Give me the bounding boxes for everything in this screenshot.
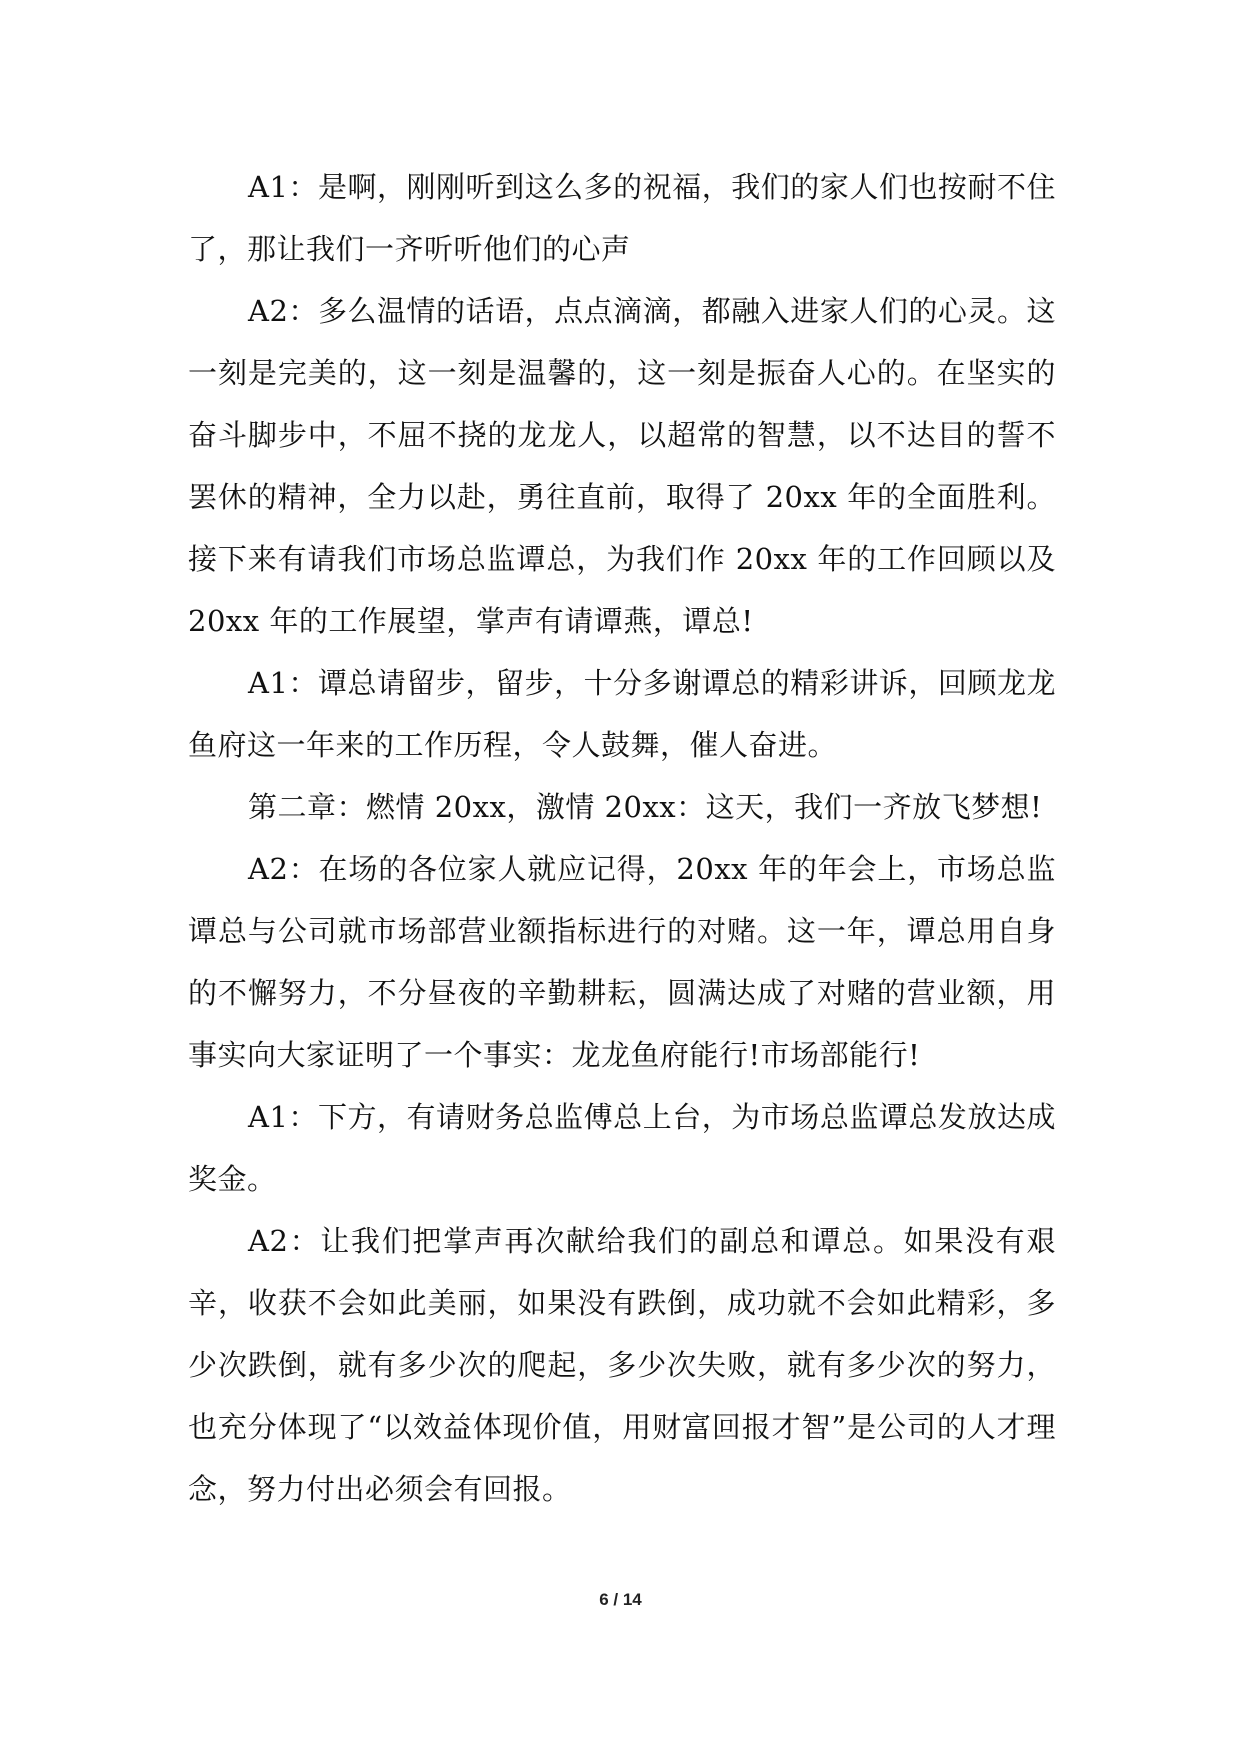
paragraph: A1：谭总请留步，留步，十分多谢谭总的精彩讲诉，回顾龙龙鱼府这一年来的工作历程，令人鼓舞，催人奋进。 bbox=[188, 666, 1056, 762]
paragraph: A2：在场的各位家人就应记得，20xx 年的年会上，市场总监谭总与公司就市场部营业额指标进行的对赌。这一年，谭总用自身的不懈努力，不分昼夜的辛勤耕耘，圆满达成了对赌的营业额，用事实向大家证明了一个事实：龙龙鱼府能行!市场部能行! bbox=[188, 852, 1056, 1072]
page-number: 6 / 14 bbox=[599, 1590, 642, 1609]
body-text bbox=[188, 156, 1056, 1520]
paragraph: A2：多么温情的话语，点点滴滴，都融入进家人们的心灵。这一刻是完美的，这一刻是温馨的，这一刻是振奋人心的。在坚实的奋斗脚步中，不屈不挠的龙龙人，以超常的智慧，以不达目的誓不罢休的精神，全力以赴，勇往直前，取得了 20xx 年的全面胜利。接下来有请我们市场总监谭总，为我们作 20xx 年的工作回顾以及 20xx 年的工作展望，掌声有请谭燕，谭总! bbox=[188, 294, 1056, 638]
paragraph: A2：让我们把掌声再次献给我们的副总和谭总。如果没有艰辛，收获不会如此美丽，如果没有跌倒，成功就不会如此精彩，多少次跌倒，就有多少次的爬起，多少次失败，就有多少次的努力，也充分体现了“以效益体现价值，用财富回报才智”是公司的人才理念，努力付出必须会有回报。 bbox=[188, 1224, 1056, 1506]
paragraph: A1：是啊，刚刚听到这么多的祝福，我们的家人们也按耐不住了，那让我们一齐听听他们的心声 bbox=[188, 170, 1056, 266]
chapter-heading: 第二章：燃情 20xx，激情 20xx：这天，我们一齐放飞梦想! bbox=[248, 790, 1043, 824]
paragraph: A1：下方，有请财务总监傅总上台，为市场总监谭总发放达成奖金。 bbox=[188, 1100, 1056, 1196]
